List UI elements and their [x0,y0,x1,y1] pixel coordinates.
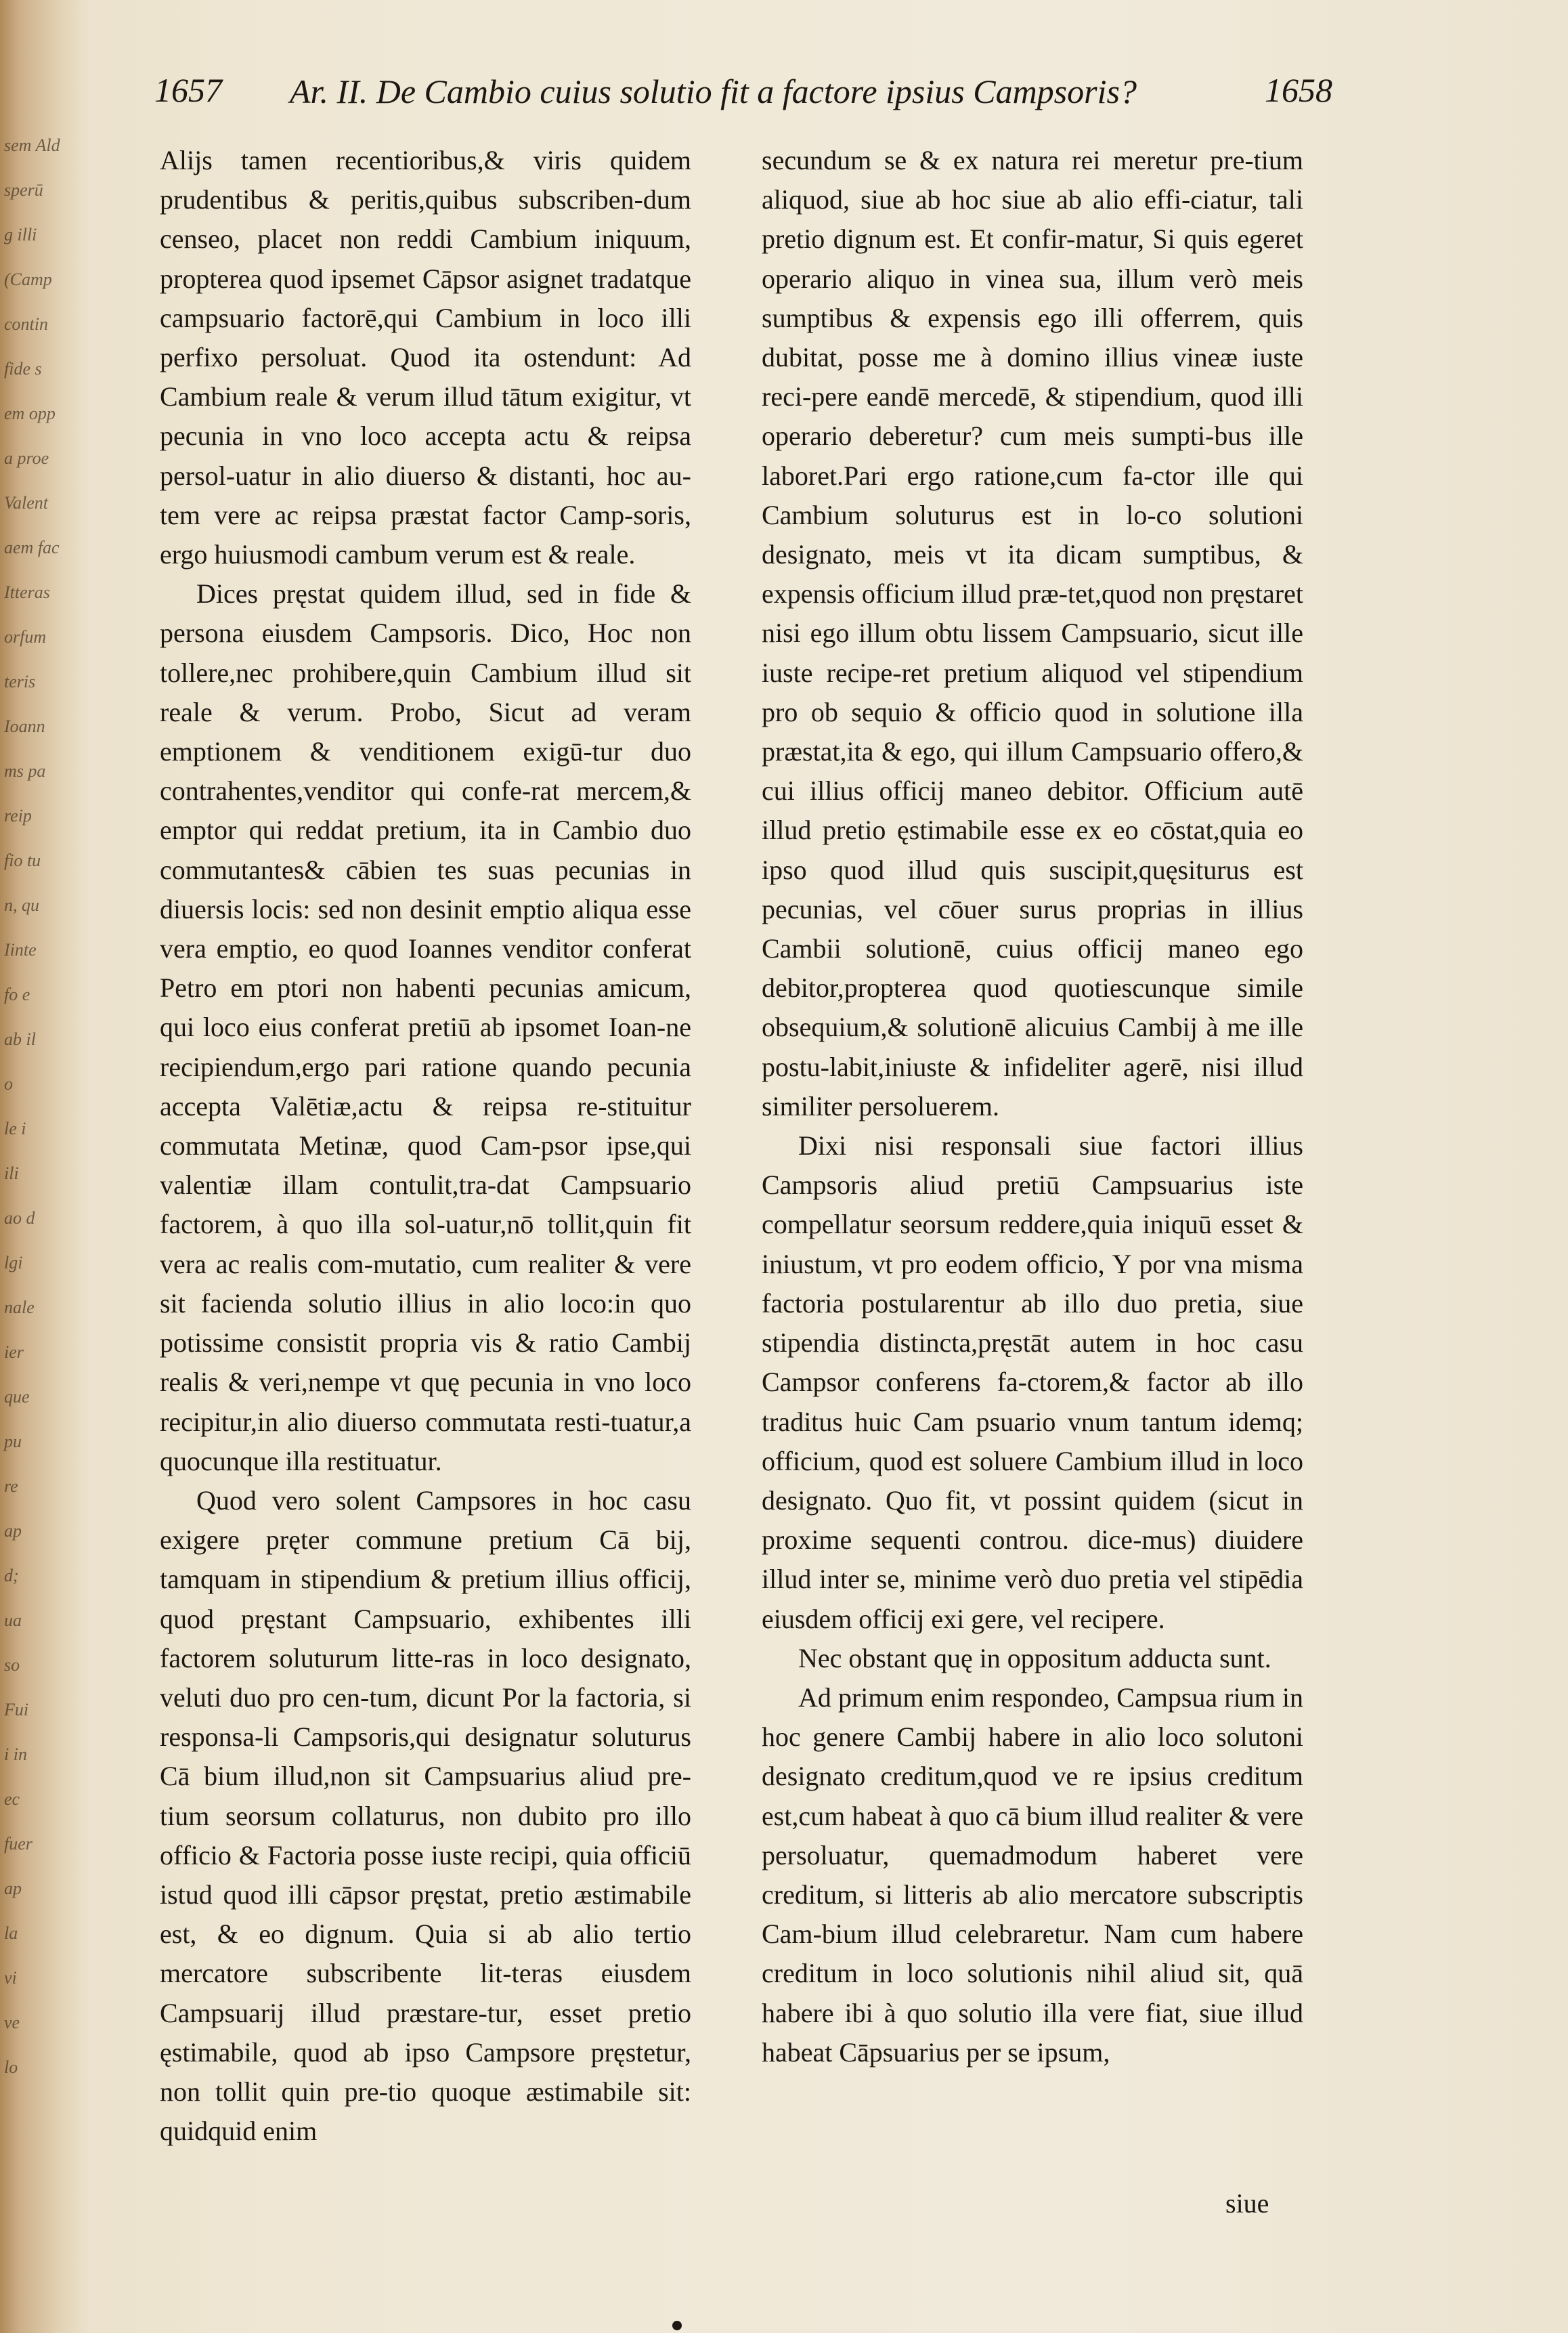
margin-fragment: ao d [4,1208,35,1228]
margin-fragment: nale [4,1298,35,1317]
paragraph: Alijs tamen recentioribus,& viris quidem prudentibus & peritis,quibus subscriben-dum censeo, placet non reddi Cambium iniquum, propterea quod ipsemet Cāpsor asignet tradatque campsuario factorē,qui Cambium in loco illi perfixo persoluat. Quod ita ostendunt: Ad Cambium reale & verum illud tātum exigitur, vt pecunia in vno loco accepta actu & reipsa persol-uatur in alio diuerso & distanti, hoc au-tem vere ac reipsa præstat factor Camp-soris, ergo huiusmodi cambum verum est & reale. [160,145,691,570]
margin-fragment: lo [4,2057,18,2077]
margin-fragment: sem Ald [4,135,60,155]
paragraph: Ad primum enim respondeo, Campsua rium in hoc genere Cambij habere in alio loco solutoni designato creditum,quod ve re ipsius creditum est,cum habeat à quo cā bium illud realiter & vere persoluatur, quemadmodum haberet vere creditum, si litteris ab alio mercatore subscriptis Cam-bium illud celebraretur. Nam cum habere creditum in loco solutionis nihil aliud sit, quā habere ibi à quo solutio illa vere fiat, siue illud habeat Cāpsuarius per se ipsum, [762,1682,1303,2068]
margin-fragment: ms pa [4,761,46,781]
margin-fragment: so [4,1655,20,1675]
margin-fragment: vi [4,1968,17,1988]
margin-fragment: le i [4,1119,26,1138]
margin-fragment: Ioann [4,716,45,736]
margin-fragment: ili [4,1163,19,1183]
margin-fragment: i in [4,1745,27,1764]
margin-fragment: ab il [4,1029,36,1049]
left-column [160,141,691,2151]
margin-fragment: g illi [4,225,37,244]
paragraph: Dices pręstat quidem illud, sed in fide & persona eiusdem Campsoris. Dico, Hoc non tollere,nec prohibere,quin Cambium illud sit reale & verum. Probo, Sicut ad veram emptionem & venditionem exigū-tur duo contrahentes,venditor qui confe-rat mercem,& emptor qui reddat pretium, ita in Cambio duo commutantes& cābien tes suas pecunias in diuersis locis: sed non desinit emptio aliqua esse vera emptio, eo quod Ioannes venditor conferat Petro em ptori non habenti pecunias amicum, qui loco eius conferat pretiū ab ipsomet Ioan-ne recipiendum,ergo pari ratione quando pecunia accepta Valētiæ,actu & reipsa re-stituitur commutata Metinæ, quod Cam-psor ipse,qui valentiæ illam contulit,tra-dat Campsuario factorem, à quo illa sol-uatur,nō tollit,quin fit vera ac realis com-mutatio, cum realiter & vere sit facienda solutio illius in alio loco:in quo potissime consistit propria vis & ratio Cambij realis & veri,nempe vt quę pecunia in vno loco recipitur,in alio diuerso commutata resti-tuatur,a quocunque illa restituatur. [160,578,691,1476]
margin-fragment: n, qu [4,895,39,915]
page-number-left: 1657 [154,71,222,109]
page-number-right: 1658 [1265,71,1332,109]
paragraph: Quod vero solent Campsores in hoc casu exigere pręter commune pretium Cā bij, tamquam in stipendium & pretium illius officij, quod pręstant Campsuario, exhibentes illi factorem soluturum litte-ras in loco designato, veluti duo pro cen-tum, dicunt Por la factoria, si responsa-li Campsoris,qui designatur soluturus Cā bium illud,non sit Campsuarius aliud pre-tium seorsum collaturus, non dubito pro illo officio & Factoria posse iuste recipi, quia officiū istud quod illi cāpsor pręstat, pretio æstimabile est, & eo dignum. Quia si ab alio tertio mercatore subscribente lit-teras eiusdem Campsuarij illud præstare-tur, esset pretio ęstimabile, quod ab ipso Campsore pręstetur, non tollit quin pre-tio quoque æstimabile sit: quidquid enim [160,1484,691,2147]
margin-fragment: Iinte [4,940,37,960]
margin-fragment: fo e [4,985,30,1004]
catchword: siue [1225,2188,1269,2219]
margin-fragment: reip [4,806,32,826]
running-header [154,70,1332,125]
margin-fragment: fide s [4,359,42,379]
margin-fragment: a proe [4,448,49,468]
margin-fragment: la [4,1923,18,1943]
signature-mark [672,2321,682,2330]
running-title: Ar. II. De Cambio cuius solutio fit a factore ipsius Campsoris? [290,72,1137,110]
margin-fragment: ec [4,1789,20,1809]
paragraph: Dixi nisi responsali siue factori illius Campsoris aliud pretiū Campsuarius iste compellatur seorsum reddere,quia iniquū esset & iniustum, vt pro eodem officio, Y por vna misma factoria postularentur ab illo duo pretia, siue stipendia distincta,pręstāt autem in hoc casu Campsor conferens fa-ctorem,& factor ab illo traditus huic Cam psuario vnum tantum idemq; officium, quod est soluere Cambium illud in loco designato. Quo fit, vt possint quidem (sicut in proxime sequenti controu. dice-mus) diuidere illud inter se, minime verò duo pretia vel stipēdia eiusdem officij exi gere, vel recipere. [762,1130,1303,1634]
margin-fragment: Valent [4,493,48,513]
margin-fragment: fuer [4,1834,32,1854]
margin-fragment: aem fac [4,538,60,557]
margin-fragment: Fui [4,1700,29,1719]
margin-fragment: fio tu [4,851,41,870]
margin-fragment: pu [4,1432,22,1451]
margin-fragment: em opp [4,404,56,423]
margin-fragment: contin [4,314,48,334]
margin-fragment: lgi [4,1253,23,1272]
margin-fragment: sperū [4,180,43,200]
margin-fragment: ier [4,1342,24,1362]
margin-fragment: Itteras [4,582,50,602]
margin-fragment: orfum [4,627,47,647]
right-column [762,141,1303,2072]
margin-fragment: que [4,1387,30,1407]
margin-fragment: ap [4,1879,22,1898]
margin-fragment: ap [4,1521,22,1541]
margin-fragment: ve [4,2013,20,2032]
margin-fragment: teris [4,672,36,691]
margin-fragment: re [4,1476,18,1496]
paragraph: secundum se & ex natura rei meretur pre-tium aliquod, siue ab hoc siue ab alio effi-ciatur, tali pretio dignum est. Et confir-matur, Si quis egeret operario aliquo in vinea sua, illum verò meis sumptibus & expensis ego illi offerrem, quis dubitat, posse me à domino illius vineæ iuste reci-pere eandē mercedē, & stipendium, quod illi operario deberetur? cum meis sumpti-bus ille laboret.Pari ergo ratione,cum fa-ctor ille qui Cambium soluturus est in lo-co solutioni designato, meis vt ita dicam sumptibus, & expensis officium illud præ-tet,quod non pręstaret nisi ego illum obtu lissem Campsuario, sicut ille iuste recipe-ret pretium aliquod vel stipendium pro ob sequio & officio quod in solutione illa præstat,ita & ego, qui illum Campsuario offero,& cui illius officij maneo debitor. Officium autē illud pretio ęstimabile esse ex eo cōstat,quia eo ipso quod illud quis suscipit,quęsiturus est pecunias, vel cōuer surus proprias in illius Cambii solutionē, cuius officij maneo ego debitor,propterea quod quotiescunque simile obsequium,& solutionē alicuius Cambij à me ille postu-labit,iniuste & infideliter agerē, nisi illud similiter persoluerem. [762,145,1303,1121]
margin-fragment: o [4,1074,13,1094]
margin-fragment: ua [4,1610,22,1630]
margin-fragment: (Camp [4,270,52,289]
margin-fragment: d; [4,1566,19,1585]
paragraph: Nec obstant quę in oppositum adducta sunt. [798,1642,1271,1673]
binding-gutter [0,0,88,2333]
